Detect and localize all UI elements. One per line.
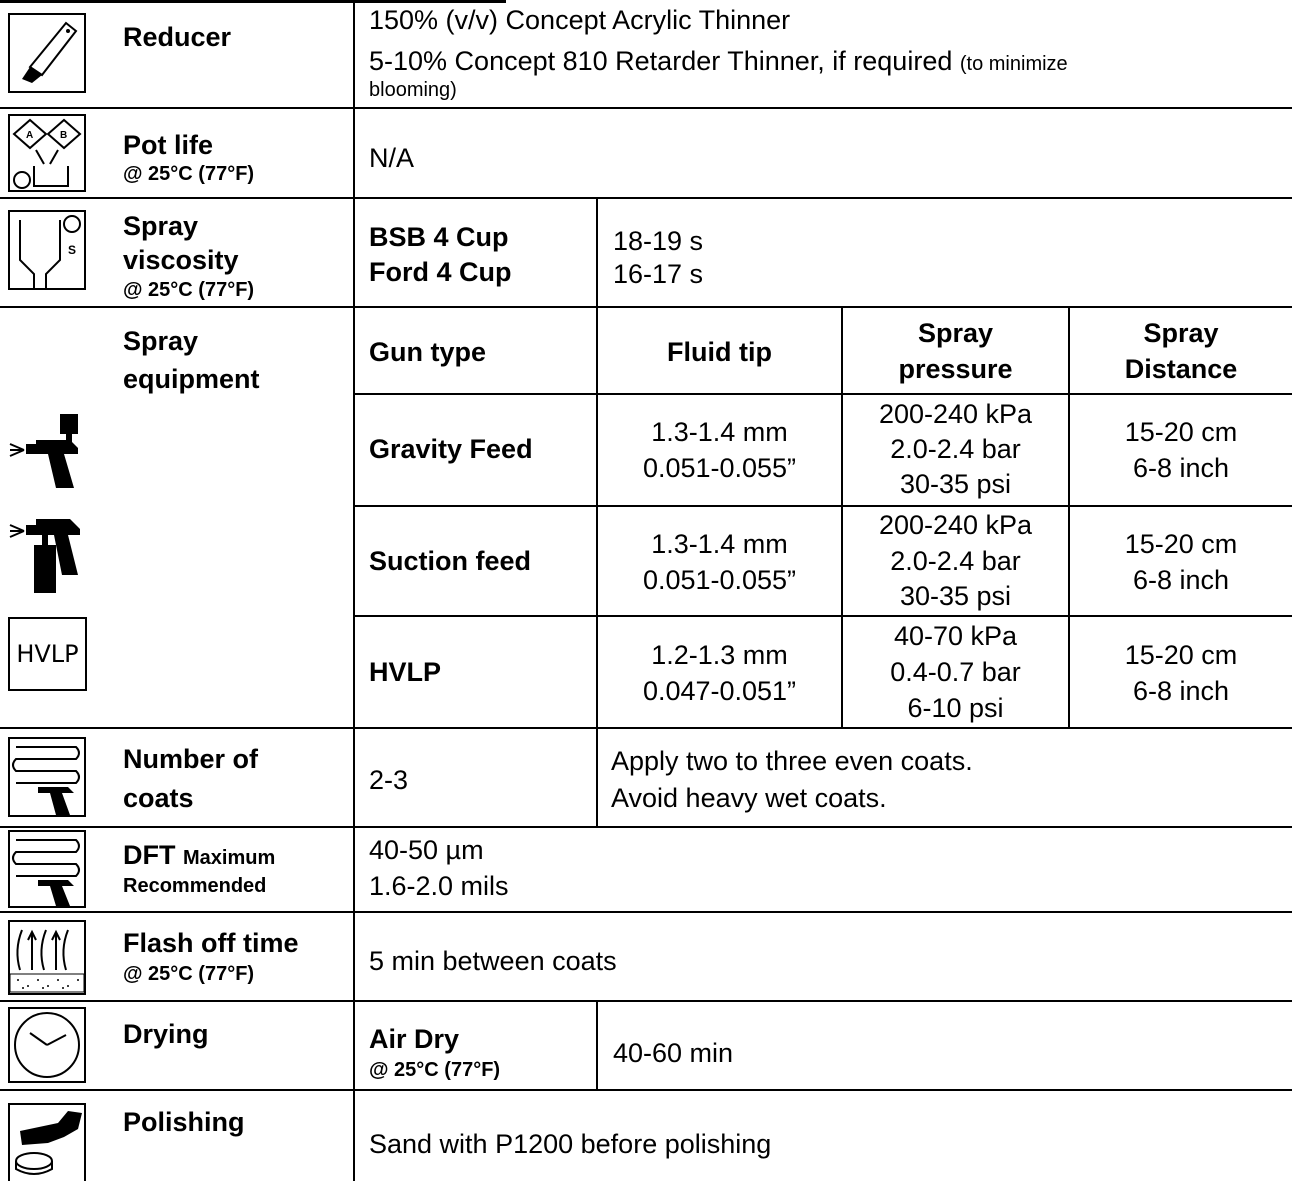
coats-note-1: Apply two to three even coats. [611,746,973,776]
gun-suction: Suction feed [369,546,532,576]
reducer-label: Reducer [123,22,232,52]
header-distance-1: Spray [1143,318,1219,348]
svg-text:B: B [60,130,68,141]
row-divider [354,393,1292,395]
equipment-label-1: Spray [123,326,199,356]
pot-life-value: N/A [369,143,415,173]
cup-ford: Ford 4 Cup [369,257,512,287]
top-rule [0,0,506,3]
row-divider [0,826,1292,828]
cup-bsb: BSB 4 Cup [369,222,509,252]
reducer-line-1: 150% (v/v) Concept Acrylic Thinner [369,5,791,35]
distance-hvlp-1: 15-20 cm [1124,640,1238,670]
row-divider [0,1000,1292,1002]
pressure-suction-2: 2.0-2.4 bar [890,546,1021,576]
header-distance-2: Distance [1124,354,1238,384]
pressure-hvlp-3: 6-10 psi [907,693,1004,723]
tip-suction-2: 0.051-0.055” [642,565,797,595]
column-divider [596,1000,598,1089]
coats-value: 2-3 [369,765,409,795]
distance-hvlp-2: 6-8 inch [1132,676,1230,706]
tip-hvlp-2: 0.047-0.051” [642,676,797,706]
coats-label-1: Number of [123,744,258,774]
drying-method: Air Dry [369,1024,460,1054]
header-fluid-tip: Fluid tip [667,337,772,367]
gravity-feed-gun-icon [8,410,86,490]
reducer-icon [8,13,86,93]
pressure-suction-1: 200-240 kPa [878,510,1033,540]
viscosity-cup-icon [8,210,86,290]
distance-suction-2: 6-8 inch [1132,565,1230,595]
pressure-gravity-3: 30-35 psi [899,469,1012,499]
reducer-line-2 [369,46,1068,80]
distance-suction-1: 15-20 cm [1124,529,1238,559]
dft-value-2: 1.6-2.0 mils [369,871,509,901]
clock-icon [8,1007,86,1083]
pot-life-label: Pot life [123,130,214,160]
svg-text:A: A [26,130,34,141]
gun-gravity: Gravity Feed [369,434,533,464]
hvlp-icon [8,617,87,691]
polishing-label: Polishing [123,1107,245,1137]
dft-label-main: DFT [123,840,176,870]
flash-off-label: Flash off time [123,928,299,958]
pressure-gravity-1: 200-240 kPa [878,399,1033,429]
tip-suction-1: 1.3-1.4 mm [651,529,788,559]
flash-off-icon [8,920,86,995]
viscosity-label-2: viscosity [123,245,239,275]
row-divider [0,306,1292,308]
coats-label-2: coats [123,783,194,813]
tip-hvlp-1: 1.2-1.3 mm [651,640,788,670]
coats-spray-icon [8,737,86,817]
time-ford: 16-17 s [613,259,704,289]
row-divider [354,505,1292,507]
time-bsb: 18-19 s [613,226,704,256]
drying-label: Drying [123,1019,209,1049]
pot-life-icon [8,114,86,192]
pressure-gravity-2: 2.0-2.4 bar [890,434,1021,464]
tip-gravity-2: 0.051-0.055” [642,453,797,483]
gun-hvlp: HVLP [369,657,442,687]
drying-value: 40-60 min [613,1038,734,1068]
row-divider [0,1089,1292,1091]
dft-label-small-1: Maximum [183,847,276,869]
header-gun-type: Gun type [369,337,487,367]
flash-off-condition: @ 25°C (77°F) [123,963,255,985]
suction-feed-gun-icon [8,515,86,595]
row-divider [0,107,1292,109]
dft-spray-icon [8,830,86,908]
distance-gravity-2: 6-8 inch [1132,453,1230,483]
row-divider [0,727,1292,729]
reducer-note: (to minimize [959,53,1068,75]
dft-value-1: 40-50 µm [369,835,484,865]
drying-condition: @ 25°C (77°F) [369,1059,501,1081]
column-divider [596,197,598,306]
hvlp-icon-text: HVLP [16,640,79,668]
dft-label [123,840,275,874]
flash-off-value: 5 min between coats [369,946,617,976]
viscosity-condition: @ 25°C (77°F) [123,279,255,301]
reducer-note-line-2: blooming) [369,79,457,101]
column-divider [596,727,598,826]
polishing-value: Sand with P1200 before polishing [369,1129,772,1159]
row-divider [0,197,1292,199]
pot-life-condition: @ 25°C (77°F) [123,163,255,185]
coats-note-2: Avoid heavy wet coats. [611,783,887,813]
header-pressure-2: pressure [898,354,1013,384]
equipment-label-2: equipment [123,364,260,394]
row-divider [354,615,1292,617]
reducer-line-2-main: 5-10% Concept 810 Retarder Thinner, if required [369,46,953,76]
dft-label-small-2: Recommended [123,875,267,897]
svg-text:S: S [68,243,77,257]
pressure-suction-3: 30-35 psi [899,581,1012,611]
pressure-hvlp-1: 40-70 kPa [893,621,1018,651]
pressure-hvlp-2: 0.4-0.7 bar [890,657,1021,687]
distance-gravity-1: 15-20 cm [1124,417,1238,447]
viscosity-label-1: Spray [123,211,199,241]
tip-gravity-1: 1.3-1.4 mm [651,417,788,447]
polisher-icon [8,1103,86,1181]
header-pressure-1: Spray [917,318,994,348]
row-divider [0,911,1292,913]
column-divider [353,0,355,1181]
